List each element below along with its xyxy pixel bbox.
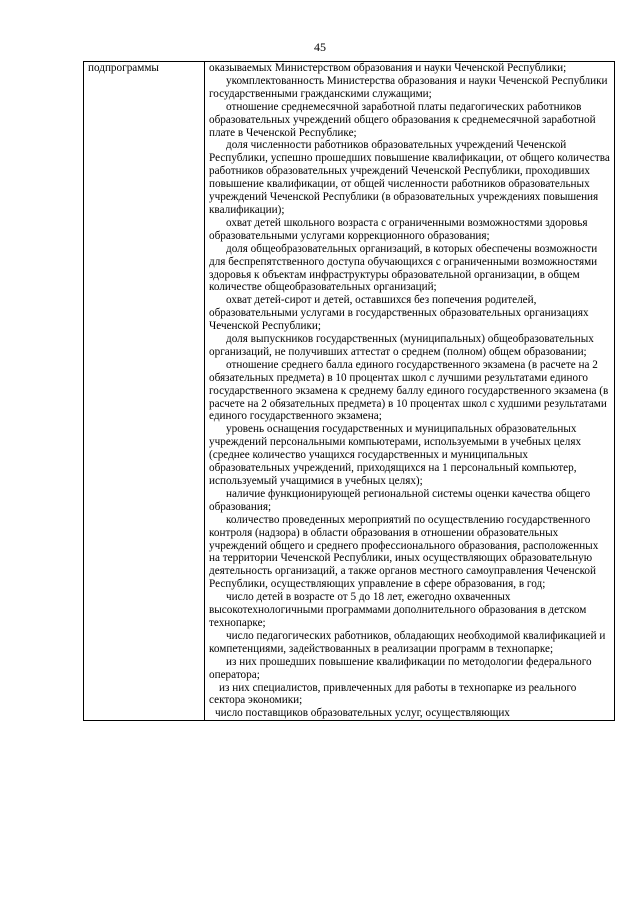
indicator-paragraph: число поставщиков образовательных услуг, осуществляющих [215, 707, 510, 720]
indicator-paragraph: из них прошедших повышение квалификации по методологии федерального оператора; [209, 655, 592, 681]
row-label: подпрограммы [88, 62, 159, 74]
indicator-paragraph: из них специалистов, привлеченных для работы в технопарке из реального сектора экономики; [209, 681, 577, 707]
indicator-paragraph: доля общеобразовательных организаций, в которых обеспечены возможности для беспрепятственного доступа обучающихся с ограниченными возможностями здоровья к объектам инфраструктуры образовательной организации, в общем количестве общеобразовательных организаций; [209, 242, 598, 294]
indicator-paragraph: количество проведенных мероприятий по осуществлению государственного контроля (надзора) в области образования в отношении образовательных учреждений общего и среднего профессионального образования, расположенных на территории Чеченской Республики, иных осуществляющих образовательную деятельность организаций, а также органов местного самоуправления Чеченской Республики, осуществляющих управление в сфере образования, в год; [209, 513, 599, 591]
indicator-paragraph: наличие функционирующей региональной системы оценки качества общего образования; [209, 487, 591, 513]
indicator-paragraph: охват детей школьного возраста с ограниченными возможностями здоровья образовательными услугами коррекционного образования; [209, 216, 588, 242]
indicator-paragraph: доля численности работников образовательных учреждений Чеченской Республики, успешно прошедших повышение квалификации, от общего количества работников образовательных учреждений Чеченской Республики, проходивших повышение квалификации, от общей численности работников образовательных учреждений Чеченской Республики (в образовательных учреждениях повышения квалификации); [209, 139, 610, 216]
indicator-paragraph: укомплектованность Министерства образования и науки Чеченской Республики государственными гражданскими служащими; [209, 74, 608, 100]
indicators-cell [205, 62, 615, 721]
indicator-paragraph: число педагогических работников, обладающих необходимой квалификацией и компетенциями, задействованных в реализации программ в технопарке; [209, 629, 606, 655]
indicator-paragraph: доля выпускников государственных (муниципальных) общеобразовательных организаций, не получивших аттестат о среднем (полном) общем образовании; [209, 333, 594, 358]
indicator-paragraph: оказываемых Министерством образования и науки Чеченской Республики; [209, 62, 567, 74]
indicator-paragraph: отношение среднего балла единого государственного экзамена (в расчете на 2 обязательных предмета) в 10 процентах школ с лучшими результатами единого государственного экзамена к среднему баллу единого государственного экзамена (в расчете на 2 обязательных предмета) в 10 процентах школ с худшими результатами единого государственного экзамена; [209, 358, 609, 423]
indicator-paragraph: уровень оснащения государственных и муниципальных образовательных учреждений персональными компьютерами, используемыми в учебных целях (среднее количество учащихся государственных и муниципальных образовательных учреждений, приходящихся на 1 персональный компьютер, используемый учащимися в учебных целях); [209, 423, 582, 487]
indicator-paragraph: число детей в возрасте от 5 до 18 лет, ежегодно охваченных высокотехнологичными программами дополнительного образования в детском технопарке; [209, 591, 587, 629]
program-passport-table [83, 61, 615, 721]
indicator-paragraph: охват детей-сирот и детей, оставшихся без попечения родителей, образовательными услугами в государственных образовательных организациях Чеченской Республики; [209, 294, 589, 333]
row-label-cell [84, 62, 205, 721]
indicator-paragraph: отношение среднемесячной заработной платы педагогических работников образовательных учреждений общего образования к среднемесячной заработной плате в Чеченской Республике; [209, 100, 596, 139]
page-number: 45 [314, 40, 326, 54]
table-row [84, 62, 615, 721]
